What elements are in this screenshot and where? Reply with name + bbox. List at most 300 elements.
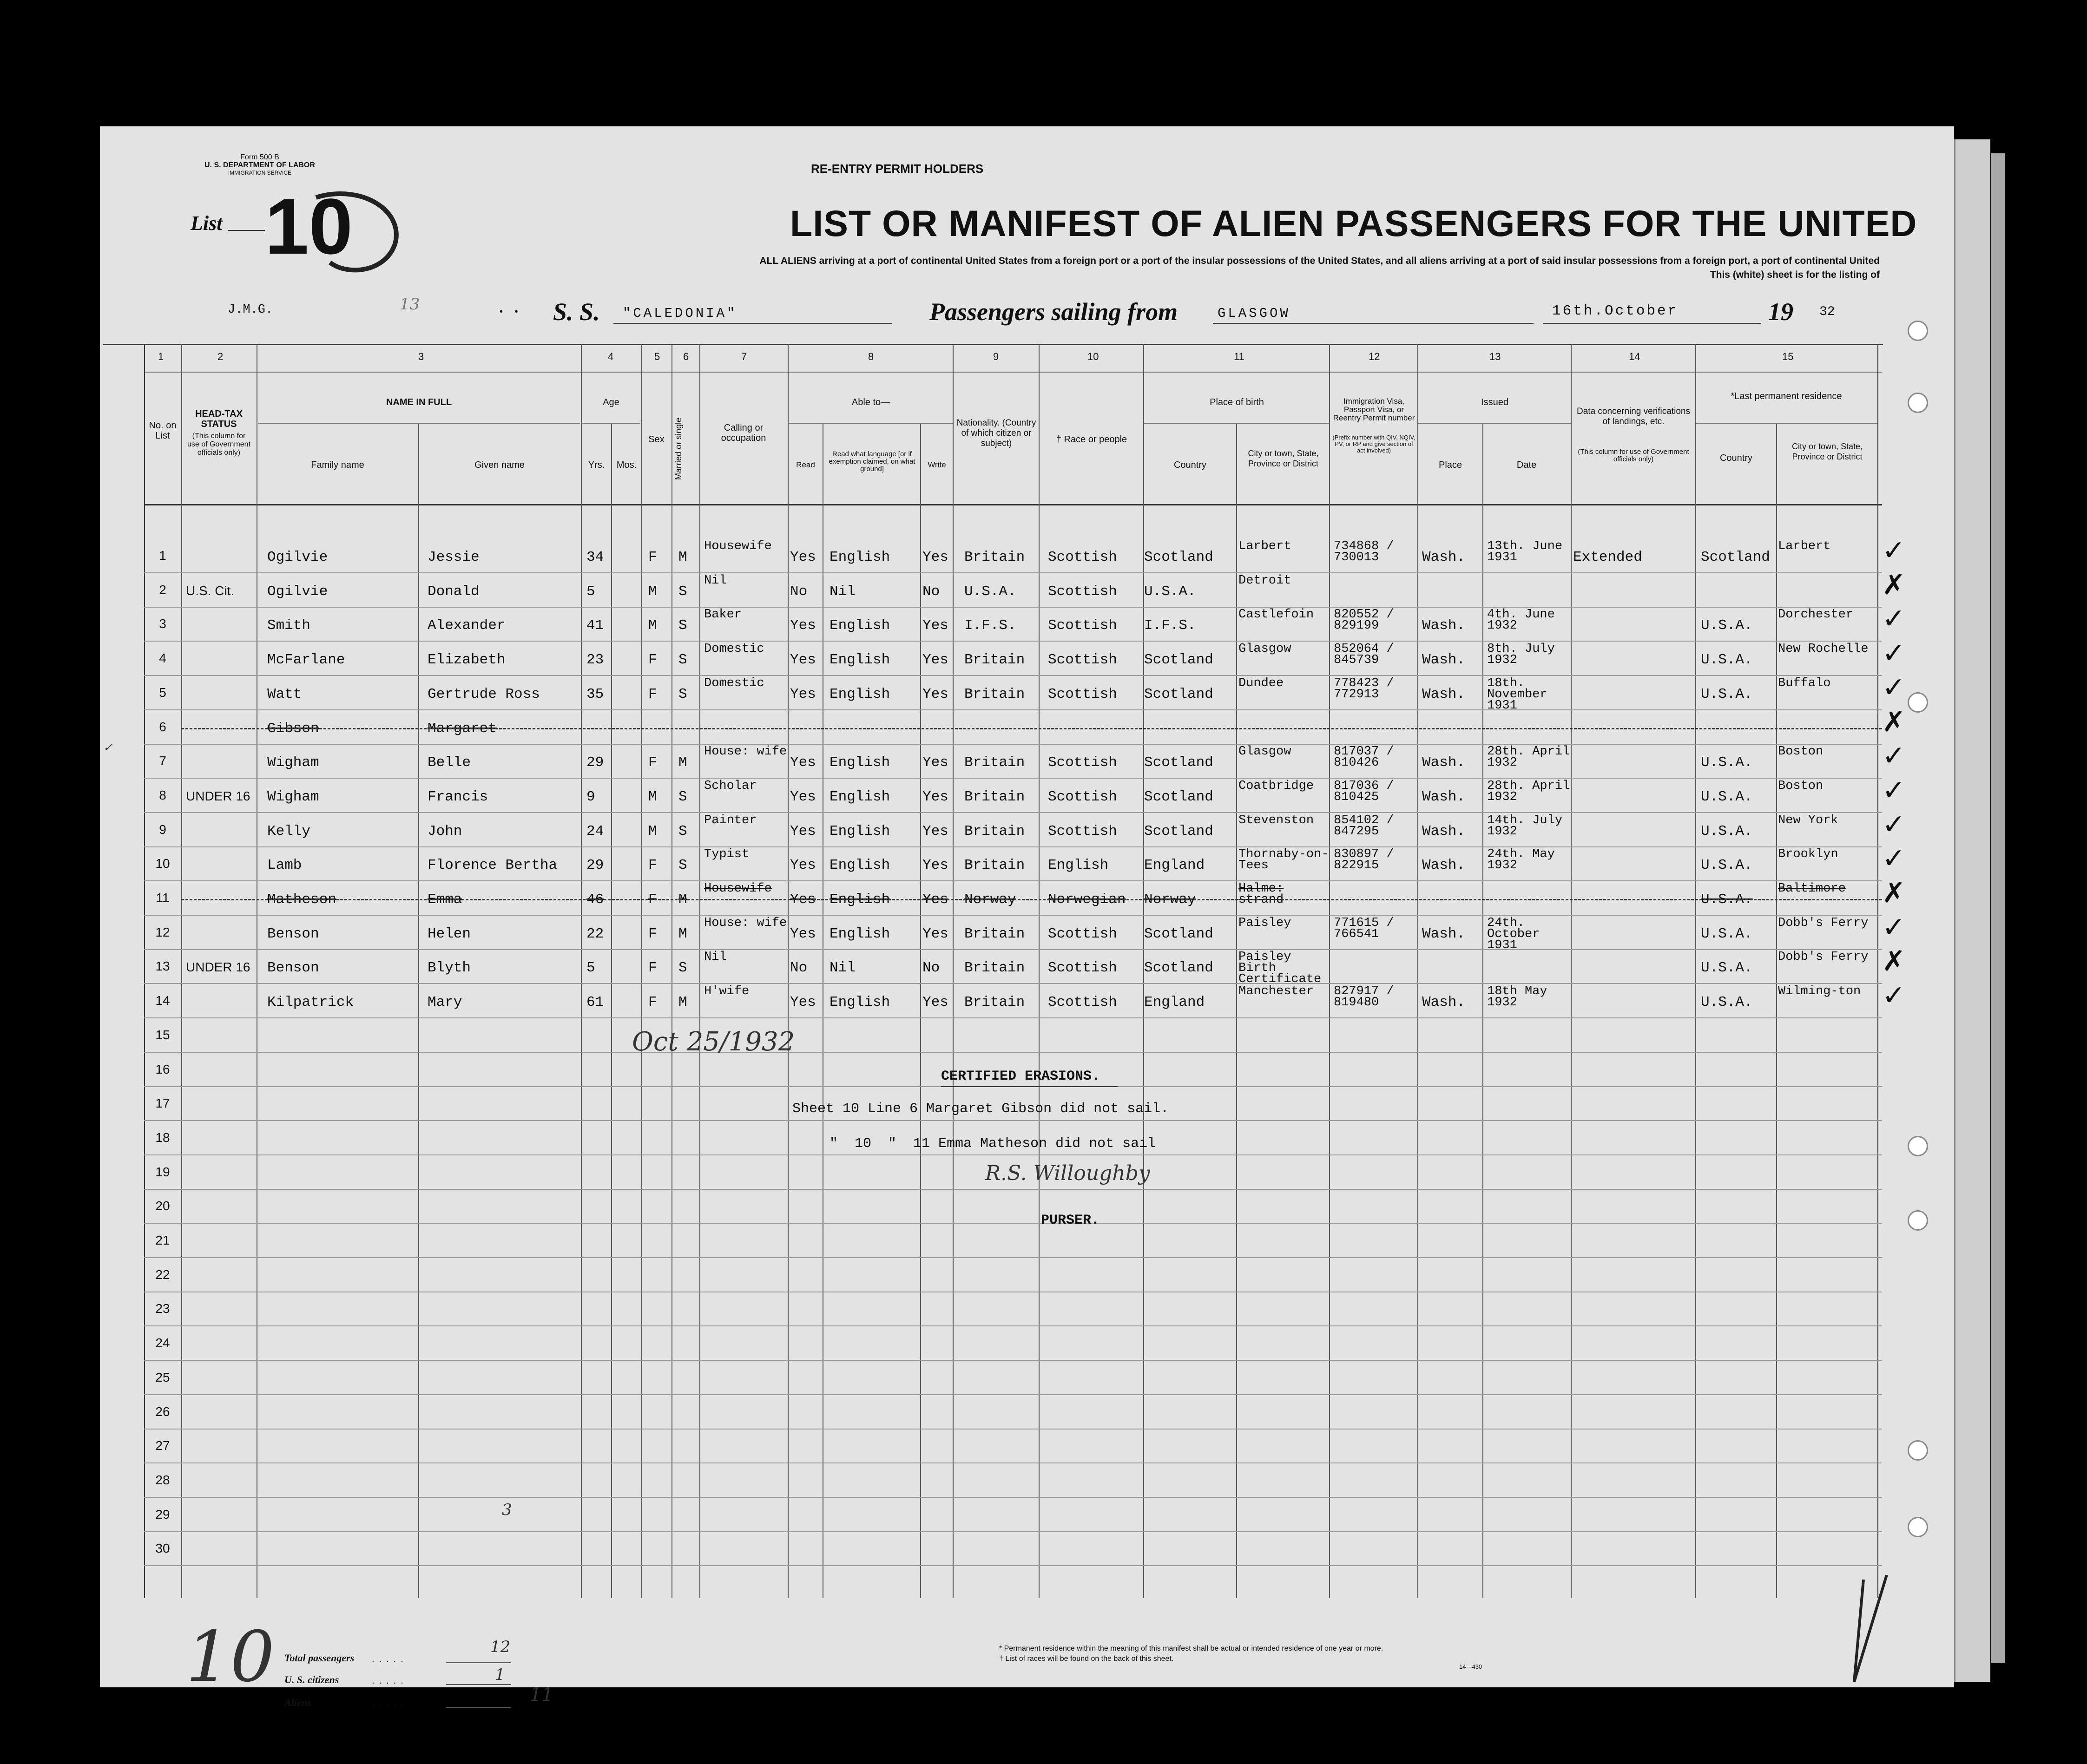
- cell-visa: 830897 / 822915: [1334, 847, 1394, 873]
- cell-res-city: New York: [1778, 813, 1838, 827]
- us-citizens-value: 1: [495, 1666, 505, 1684]
- row-rule: [144, 1189, 1882, 1190]
- erasions-heading: CERTIFIED ERASIONS.: [941, 1069, 1100, 1084]
- column-number: 7: [741, 351, 747, 362]
- tally-mark: ✓: [1882, 671, 1906, 703]
- sailing-label: Passengers sailing from: [929, 298, 1178, 326]
- cell-family: Matheson: [267, 892, 336, 908]
- cell-yrs: 5: [586, 583, 595, 600]
- header-head-tax-note: (This column for use of Government officials only): [187, 432, 251, 457]
- cell-birth-city: Coatbridge: [1238, 779, 1314, 793]
- cell-ms: M: [678, 754, 687, 771]
- row-number: 5: [159, 685, 166, 700]
- ship-underline: [613, 323, 892, 324]
- cell-birth-country: Scotland: [1144, 925, 1213, 942]
- row-number: 3: [159, 616, 166, 631]
- cell-nationality: Britain: [964, 925, 1025, 942]
- cell-family: Gibson: [267, 720, 319, 737]
- header-given-name: Given name: [474, 460, 525, 470]
- footnote-code: 14—430: [1459, 1663, 1482, 1670]
- cell-family: Wigham: [267, 754, 319, 771]
- cell-sex: F: [648, 652, 657, 669]
- cell-given: Margaret: [428, 720, 497, 737]
- cell-yrs: 61: [586, 994, 604, 1011]
- year-suffix: 32: [1819, 305, 1835, 319]
- cell-family: Lamb: [267, 857, 302, 874]
- sailing-date: 16th.October: [1552, 303, 1679, 319]
- dot-leader: .....: [372, 1654, 408, 1664]
- cell-lang: English: [830, 823, 890, 839]
- cell-calling: Housewife: [704, 539, 772, 553]
- cell-given: John: [428, 823, 462, 839]
- cell-lang: English: [830, 686, 890, 702]
- table-row: [144, 911, 1906, 952]
- rule: [258, 423, 580, 424]
- cell-yrs: 29: [586, 754, 604, 771]
- column-number: 10: [1087, 351, 1099, 362]
- row-number: 19: [155, 1164, 170, 1179]
- cell-birth-city: Glasgow: [1238, 642, 1291, 656]
- total-passengers-label: Total passengers: [284, 1652, 355, 1664]
- erasions-underline: [941, 1086, 1118, 1087]
- table-row: [144, 808, 1906, 847]
- reentry-heading: RE-ENTRY PERMIT HOLDERS: [811, 162, 984, 176]
- column-number: 11: [1234, 351, 1244, 362]
- cell-read: Yes: [790, 686, 816, 702]
- cell-birth-city: Dundee: [1238, 676, 1284, 690]
- cell-race: English: [1048, 857, 1109, 874]
- cell-nationality: Britain: [964, 686, 1025, 702]
- cell-ms: S: [678, 652, 687, 669]
- cell-res-city: New Rochelle: [1778, 642, 1869, 656]
- row-number: 15: [155, 1027, 170, 1042]
- cell-res-city: Baltimore: [1778, 882, 1846, 896]
- cell-place: Wash.: [1422, 652, 1466, 669]
- cell-yrs: 29: [586, 857, 604, 874]
- cell-read: Yes: [790, 994, 816, 1011]
- binder-hole: [1908, 321, 1928, 341]
- cell-ms: S: [678, 960, 687, 977]
- row-number: 10: [155, 856, 170, 871]
- cell-birth-city: Paisley: [1238, 916, 1291, 930]
- cell-calling: Nil: [704, 950, 727, 964]
- cell-calling: Painter: [704, 813, 757, 827]
- cell-race: Scottish: [1048, 652, 1117, 669]
- cell-write: Yes: [922, 754, 948, 771]
- cell-place: Wash.: [1422, 925, 1466, 942]
- cell-family: Benson: [267, 925, 319, 942]
- header-calling: Calling or occupation: [721, 423, 766, 443]
- table-row: [144, 603, 1906, 641]
- header-bottom-rule: [144, 504, 1882, 505]
- cell-given: Belle: [428, 754, 471, 771]
- row-rule: [144, 1462, 1882, 1463]
- cell-yrs: 46: [586, 892, 604, 908]
- row-rule: [144, 1257, 1882, 1258]
- cell-given: Blyth: [428, 960, 471, 977]
- cell-calling: Nil: [704, 573, 727, 588]
- row-rule: [144, 1360, 1882, 1361]
- binder-hole: [1908, 393, 1928, 413]
- footnote-residence: * Permanent residence within the meaning of this manifest shall be actual or intended residence of one year or more.: [999, 1645, 1383, 1653]
- cell-visa: 771615 / 766541: [1334, 916, 1394, 941]
- cell-lang: English: [830, 925, 890, 942]
- cell-sex: M: [648, 617, 657, 634]
- cell-birth-country: Scotland: [1144, 686, 1213, 702]
- cell-visa: 854102 / 847295: [1334, 813, 1394, 839]
- cell-yrs: 5: [586, 960, 595, 977]
- cell-birth-country: U.S.A.: [1144, 583, 1196, 600]
- cell-date: 24th. October 1931: [1487, 916, 1540, 952]
- column-number: 9: [993, 351, 999, 362]
- cell-visa: 820552 / 829199: [1334, 608, 1394, 633]
- cell-write: Yes: [922, 857, 948, 874]
- table-row: [144, 706, 1906, 744]
- list-label: List: [191, 212, 223, 235]
- cell-ms: S: [678, 823, 687, 839]
- row-number: 18: [155, 1130, 170, 1145]
- table-top-rule: [103, 344, 1883, 345]
- cell-nationality: Britain: [964, 754, 1025, 771]
- cell-family: Watt: [267, 686, 302, 702]
- cell-lang: English: [830, 652, 890, 669]
- cell-given: Emma: [428, 892, 462, 908]
- cell-family: Benson: [267, 960, 319, 977]
- dots: • •: [500, 307, 523, 317]
- header-birth-country: Country: [1173, 460, 1207, 470]
- row-rule: [144, 1394, 1882, 1395]
- column-number: 4: [608, 351, 614, 362]
- cell-race: Scottish: [1048, 960, 1117, 977]
- cell-calling: Scholar: [704, 779, 757, 793]
- tally-mark: ✗: [1882, 877, 1906, 908]
- cell-res-country: Scotland: [1701, 549, 1770, 565]
- row-number: 29: [155, 1507, 170, 1521]
- row-number: 17: [155, 1096, 170, 1111]
- cell-place: Wash.: [1422, 617, 1466, 634]
- cell-read: Yes: [790, 754, 816, 771]
- column-number: 12: [1369, 351, 1380, 362]
- page-edge-shadow: [1991, 153, 2005, 1663]
- cell-write: Yes: [922, 549, 948, 565]
- cell-birth-city: Halme: strand: [1238, 882, 1284, 907]
- cell-birth-country: Scotland: [1144, 823, 1213, 839]
- cell-family: Kilpatrick: [267, 994, 354, 1011]
- total-line: [446, 1662, 511, 1663]
- column-number: 15: [1782, 351, 1794, 362]
- cell-lang: English: [830, 857, 890, 874]
- cell-yrs: 22: [586, 925, 604, 942]
- column-number: 6: [683, 351, 689, 362]
- cell-res-country: U.S.A.: [1701, 892, 1753, 908]
- cell-birth-city: Thornaby-on-Tees: [1238, 847, 1329, 873]
- cell-read: Yes: [790, 857, 816, 874]
- tally-mark: ✓: [1882, 843, 1906, 874]
- cell-sex: M: [648, 823, 657, 839]
- cell-calling: Domestic: [704, 676, 764, 690]
- cell-calling: Typist: [704, 847, 750, 862]
- rule: [1144, 423, 1329, 424]
- check-mark: [1850, 1575, 1891, 1686]
- cell-lang: Nil: [830, 583, 856, 600]
- cell-family: Wigham: [267, 788, 319, 805]
- column-number: 1: [158, 351, 164, 362]
- cell-read: No: [790, 583, 808, 600]
- cell-birth-country: Scotland: [1144, 960, 1213, 977]
- cell-res-city: Boston: [1778, 779, 1824, 793]
- cell-place: Wash.: [1422, 788, 1466, 805]
- cell-status: UNDER 16: [186, 960, 250, 975]
- cell-birth-city: Castlefoin: [1238, 608, 1314, 622]
- cell-read: Yes: [790, 823, 816, 839]
- binder-hole: [1908, 692, 1928, 713]
- cell-given: Helen: [428, 925, 471, 942]
- erasion-line-1: Sheet 10 Line 6 Margaret Gibson did not sail.: [792, 1101, 1169, 1117]
- cell-res-city: Wilming-ton: [1778, 984, 1861, 999]
- cell-write: Yes: [922, 823, 948, 839]
- cell-calling: House: wife: [704, 916, 787, 930]
- cell-given: Alexander: [428, 617, 506, 634]
- cell-calling: Housewife: [704, 882, 772, 896]
- cell-race: Scottish: [1048, 686, 1117, 702]
- row-number: 7: [159, 754, 166, 768]
- cell-nationality: Britain: [964, 788, 1025, 805]
- column-number: 8: [868, 351, 874, 362]
- column-number-rule: [144, 372, 1882, 373]
- cell-read: Yes: [790, 652, 816, 669]
- cell-res-country: U.S.A.: [1701, 686, 1753, 702]
- column-number: 2: [217, 351, 224, 362]
- cell-yrs: 24: [586, 823, 604, 839]
- list-number: 10: [265, 183, 353, 271]
- cell-family: Kelly: [267, 823, 311, 839]
- binder-hole: [1908, 1136, 1928, 1156]
- row-number: 24: [155, 1336, 170, 1351]
- cell-nationality: Britain: [964, 549, 1025, 565]
- cell-res-country: U.S.A.: [1701, 788, 1753, 805]
- cell-given: Elizabeth: [428, 652, 506, 669]
- row-number: 13: [155, 959, 170, 974]
- cell-res-city: Boston: [1778, 745, 1824, 759]
- form-number: Form 500 B: [240, 153, 279, 161]
- cell-family: Smith: [267, 617, 311, 634]
- cell-sex: M: [648, 583, 657, 600]
- cell-race: Scottish: [1048, 583, 1117, 600]
- cell-lang: English: [830, 754, 890, 771]
- header-name-in-full: NAME IN FULL: [386, 397, 452, 407]
- footnote-races: † List of races will be found on the back of this sheet.: [999, 1655, 1174, 1663]
- row-rule: [144, 1497, 1882, 1498]
- cell-res-country: U.S.A.: [1701, 652, 1753, 669]
- cell-birth-country: Norway: [1144, 892, 1196, 908]
- cell-nationality: I.F.S.: [964, 617, 1016, 634]
- service-name: IMMIGRATION SERVICE: [228, 170, 292, 176]
- cell-res-country: U.S.A.: [1701, 994, 1753, 1011]
- us-citizens-label: U. S. citizens: [284, 1674, 339, 1685]
- row-number: 21: [155, 1233, 170, 1247]
- cell-visa: 827917 / 819480: [1334, 984, 1394, 1010]
- cell-calling: Baker: [704, 608, 742, 622]
- row-number: 14: [155, 993, 170, 1008]
- cell-family: Ogilvie: [267, 549, 328, 565]
- cell-ms: S: [678, 788, 687, 805]
- row-rule: [144, 1223, 1882, 1224]
- header-landings-note: (This column for use of Government officials only): [1578, 448, 1689, 463]
- row-number: 23: [155, 1301, 170, 1316]
- manifest-title: LIST OR MANIFEST OF ALIEN PASSENGERS FOR THE UNITED: [790, 203, 1917, 244]
- total-line: [446, 1707, 511, 1708]
- cell-sex: F: [648, 892, 657, 908]
- ship-prefix: S. S.: [553, 298, 600, 326]
- aliens-label: Aliens: [284, 1697, 311, 1708]
- manifest-subtitle-1: ALL ALIENS arriving at a port of continental United States from a foreign port or a port of the insular possessions of the United States, and all aliens arriving at a port of said insular possessions from a foreign port, a port of continental United: [759, 256, 1880, 266]
- cell-place: Wash.: [1422, 549, 1466, 565]
- header-age: Age: [603, 397, 619, 407]
- aliens-value: 11: [530, 1684, 553, 1705]
- cell-birth-country: England: [1144, 994, 1205, 1011]
- cell-calling: Domestic: [704, 642, 764, 656]
- cell-sex: F: [648, 960, 657, 977]
- header-head-tax: HEAD-TAX STATUS: [195, 409, 243, 429]
- cell-place: Wash.: [1422, 857, 1466, 874]
- cell-write: No: [922, 960, 940, 977]
- rule: [789, 423, 953, 424]
- cell-place: Wash.: [1422, 754, 1466, 771]
- row-number: 4: [159, 651, 166, 666]
- cell-res-city: Brooklyn: [1778, 847, 1838, 862]
- header-read-language: Read what language [or if exemption claimed, on what ground]: [829, 450, 915, 473]
- tally-mark: ✓: [1882, 535, 1906, 566]
- cell-nationality: Britain: [964, 994, 1025, 1011]
- cell-race: Scottish: [1048, 788, 1117, 805]
- column-number: 14: [1629, 351, 1640, 362]
- cell-res-country: U.S.A.: [1701, 960, 1753, 977]
- tally-mark: ✗: [1882, 706, 1906, 737]
- cell-ms: S: [678, 617, 687, 634]
- cell-read: Yes: [790, 617, 816, 634]
- cell-write: Yes: [922, 788, 948, 805]
- row-rule: [144, 1052, 1882, 1053]
- cell-write: No: [922, 583, 940, 600]
- header-write: Write: [928, 460, 946, 469]
- cell-sex: F: [648, 994, 657, 1011]
- cell-nationality: Norway: [964, 892, 1016, 908]
- cell-birth-country: Scotland: [1144, 788, 1213, 805]
- row-number: 11: [156, 891, 170, 905]
- clerk-initials: J.M.G.: [228, 303, 273, 317]
- cell-lang: English: [830, 788, 890, 805]
- row-rule: [144, 1565, 1882, 1566]
- cell-write: Yes: [922, 994, 948, 1011]
- cell-date: 8th. July 1932: [1487, 642, 1555, 668]
- table-row: [144, 843, 1906, 881]
- tally-mark: ✓: [1882, 774, 1906, 806]
- header-sex: Sex: [648, 434, 665, 445]
- cell-date: 18th. November 1931: [1487, 676, 1547, 713]
- cell-ms: M: [678, 925, 687, 942]
- column-number: 13: [1489, 351, 1501, 362]
- row-number: 28: [155, 1472, 170, 1487]
- cell-visa: 817037 / 810426: [1334, 745, 1394, 770]
- cell-res-country: U.S.A.: [1701, 617, 1753, 634]
- rule: [1696, 423, 1877, 424]
- tally-mark: ✗: [1882, 569, 1906, 600]
- stray-mark: 3: [502, 1501, 512, 1519]
- cell-birth-country: Scotland: [1144, 549, 1213, 565]
- cell-read: Yes: [790, 549, 816, 565]
- port-underline: [1213, 323, 1534, 324]
- ship-name: "CALEDONIA": [623, 306, 737, 321]
- header-no-on-list: No. on List: [149, 420, 177, 441]
- header-landings: Data concerning verifications of landings, etc.: [1577, 407, 1690, 426]
- header-visa-note: (Prefix number with QIV, NQIV, PV, or RP and give section of act involved): [1332, 434, 1415, 454]
- header-last-residence: *Last permanent residence: [1731, 391, 1842, 401]
- cell-birth-country: Scotland: [1144, 754, 1213, 771]
- row-number: 12: [155, 925, 170, 939]
- cell-race: Scottish: [1048, 617, 1117, 634]
- row-rule: [144, 1120, 1882, 1121]
- cell-sex: F: [648, 754, 657, 771]
- header-issued-place: Place: [1438, 460, 1462, 470]
- table-row: [144, 945, 1906, 987]
- binder-hole: [1908, 1440, 1928, 1461]
- cell-nationality: Britain: [964, 823, 1025, 839]
- cell-nationality: Britain: [964, 857, 1025, 874]
- column-number: 3: [418, 351, 424, 362]
- header-birth-city: City or town, State, Province or District: [1248, 449, 1319, 468]
- row-number: 1: [159, 548, 166, 563]
- row-number: 2: [159, 582, 166, 597]
- header-place-of-birth: Place of birth: [1210, 397, 1264, 407]
- cell-write: Yes: [922, 686, 948, 702]
- table-row: [144, 671, 1906, 713]
- cell-ms: S: [678, 686, 687, 702]
- cell-res-country: U.S.A.: [1701, 754, 1753, 771]
- cell-family: McFarlane: [267, 652, 345, 669]
- cell-race: Norwegian: [1048, 892, 1126, 908]
- row-number: 9: [159, 822, 166, 837]
- row-number: 20: [155, 1199, 170, 1213]
- cell-lang: English: [830, 994, 890, 1011]
- cell-visa: 734868 / 730013: [1334, 539, 1394, 564]
- cell-date: 18th May 1932: [1487, 984, 1547, 1010]
- cell-nationality: Britain: [964, 960, 1025, 977]
- cell-nationality: U.S.A.: [964, 583, 1016, 600]
- cell-read: No: [790, 960, 808, 977]
- cell-write: Yes: [922, 652, 948, 669]
- struck-out-line: [181, 728, 1882, 729]
- cell-read: Yes: [790, 892, 816, 908]
- cell-status: UNDER 16: [186, 788, 250, 803]
- cell-given: Mary: [428, 994, 462, 1011]
- tally-mark: ✓: [1882, 911, 1906, 943]
- year-prefix: 19: [1768, 298, 1793, 326]
- cell-race: Scottish: [1048, 549, 1117, 565]
- cell-visa: 852064 / 845739: [1334, 642, 1394, 668]
- table-row: [144, 877, 1906, 915]
- cell-read: Yes: [790, 788, 816, 805]
- tally-mark: ✗: [1882, 945, 1906, 977]
- table-row: [144, 740, 1906, 778]
- cell-birth-city: Detroit: [1238, 573, 1291, 588]
- cell-visa: 778423 / 772913: [1334, 676, 1394, 702]
- cell-given: Donald: [428, 583, 480, 600]
- rule: [1418, 423, 1571, 424]
- cell-write: Yes: [922, 892, 948, 908]
- header-visa: Immigration Visa, Passport Visa, or Reentry Permit number: [1333, 397, 1415, 422]
- row-number: 26: [155, 1404, 170, 1419]
- table-row: [144, 980, 1906, 1018]
